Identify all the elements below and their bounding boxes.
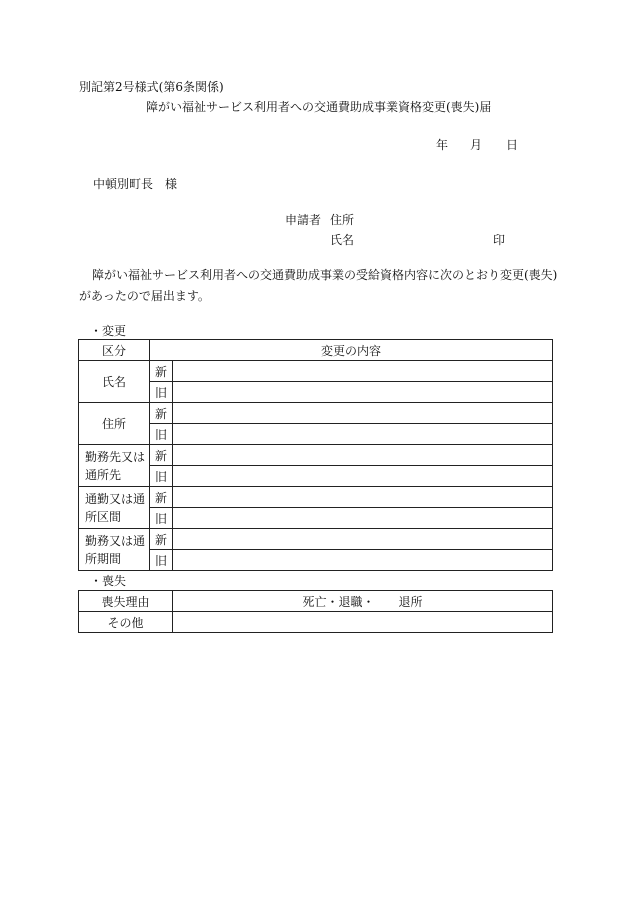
- form-label: 別記第2号様式(第6条関係): [79, 80, 224, 94]
- change-table: [78, 339, 553, 571]
- table-row: [79, 382, 553, 403]
- table-row: [79, 591, 553, 612]
- reason-label: 喪失理由: [79, 591, 173, 612]
- reason-options: 死亡・退職・ 退所: [302, 594, 423, 609]
- row-category: 勤務先又は 通所先: [79, 445, 150, 487]
- table-row: [79, 508, 553, 529]
- row-category: 氏名: [79, 361, 150, 403]
- loss-table: [78, 590, 553, 633]
- old-value-cell[interactable]: [173, 382, 553, 403]
- date-day-label: 日: [506, 138, 519, 152]
- loss-section-label: ・喪失: [90, 574, 127, 588]
- old-value-cell[interactable]: [173, 508, 553, 529]
- new-mark: 新: [150, 445, 173, 466]
- table-row: [79, 403, 553, 424]
- applicant-label: 申請者: [285, 213, 322, 227]
- other-label: その他: [79, 612, 173, 633]
- header-category: 区分: [79, 340, 150, 361]
- new-mark: 新: [150, 361, 173, 382]
- other-value-cell[interactable]: [173, 612, 553, 633]
- old-value-cell[interactable]: [173, 424, 553, 445]
- date-month-label: 月: [470, 138, 483, 152]
- document-title: 障がい福祉サービス利用者への交通費助成事業資格変更(喪失)届: [146, 100, 492, 114]
- body-text-line2: があったので届出ます。: [79, 289, 210, 303]
- old-value-cell[interactable]: [173, 550, 553, 571]
- table-row: [79, 612, 553, 633]
- table-row: [79, 445, 553, 466]
- table-row: [79, 529, 553, 550]
- old-value-cell[interactable]: [173, 466, 553, 487]
- seal-mark: 印: [493, 233, 506, 247]
- date-year-label: 年: [436, 138, 449, 152]
- change-section-label: ・変更: [90, 324, 127, 338]
- new-value-cell[interactable]: [173, 361, 553, 382]
- new-value-cell[interactable]: [173, 445, 553, 466]
- address-label: 住所: [330, 213, 355, 227]
- old-mark: 旧: [150, 550, 173, 571]
- old-mark: 旧: [150, 382, 173, 403]
- table-row: [79, 466, 553, 487]
- addressee: 中頓別町長 様: [93, 177, 178, 191]
- name-label: 氏名: [330, 233, 355, 247]
- new-mark: 新: [150, 487, 173, 508]
- old-mark: 旧: [150, 424, 173, 445]
- body-text-line1: 障がい福祉サービス利用者への交通費助成事業の受給資格内容に次のとおり変更(喪失): [92, 268, 558, 282]
- old-mark: 旧: [150, 508, 173, 529]
- table-row: [79, 361, 553, 382]
- row-category: 勤務又は通 所期間: [79, 529, 150, 571]
- header-content: 変更の内容: [150, 340, 553, 361]
- new-value-cell[interactable]: [173, 529, 553, 550]
- row-category: 通勤又は通 所区間: [79, 487, 150, 529]
- new-value-cell[interactable]: [173, 403, 553, 424]
- reason-options-cell[interactable]: [173, 591, 553, 612]
- table-row: [79, 487, 553, 508]
- old-mark: 旧: [150, 466, 173, 487]
- row-category: 住所: [79, 403, 150, 445]
- table-header-row: [79, 340, 553, 361]
- new-mark: 新: [150, 529, 173, 550]
- new-mark: 新: [150, 403, 173, 424]
- table-row: [79, 550, 553, 571]
- new-value-cell[interactable]: [173, 487, 553, 508]
- table-row: [79, 424, 553, 445]
